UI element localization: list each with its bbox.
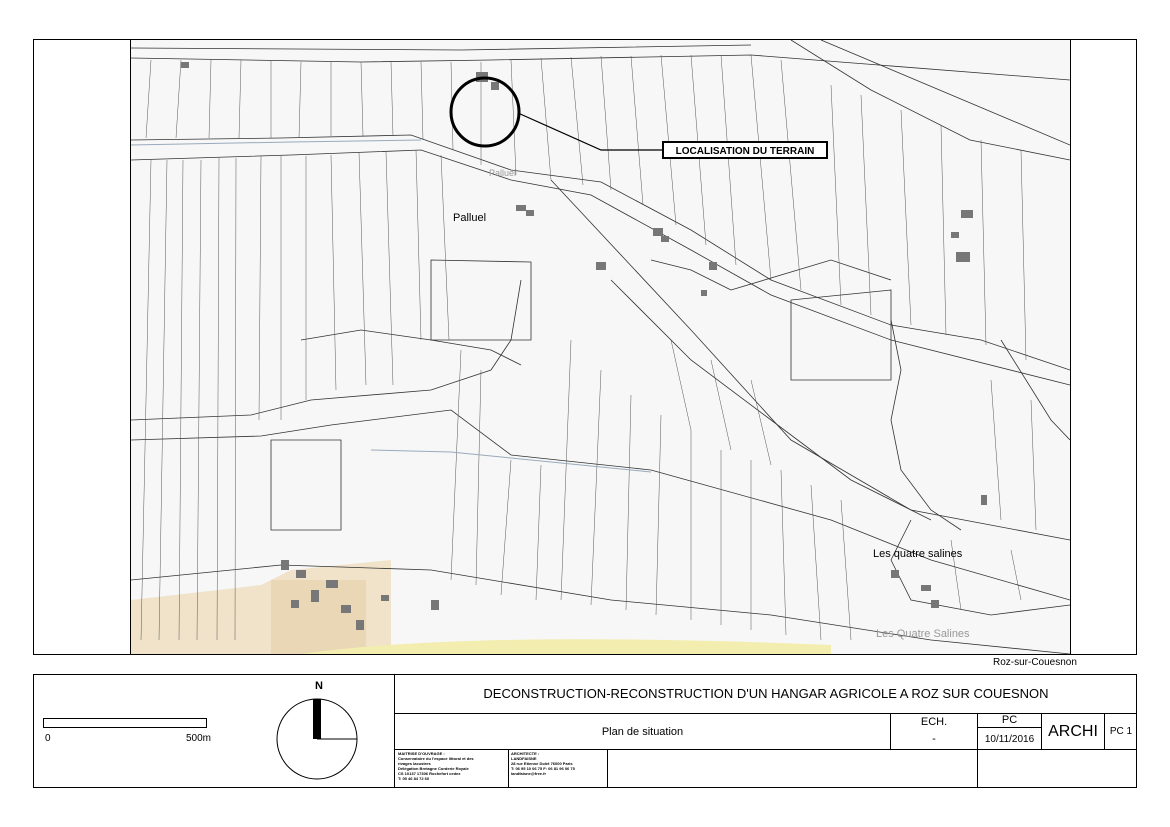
map-drawing: [131, 40, 1070, 654]
place-label-quatre-salines: Les quatre salines: [873, 548, 963, 560]
pc-label: PC: [1001, 714, 1018, 726]
archi-label: ARCHI: [1048, 723, 1098, 740]
architect-line: 28 rue Etienne Dolet 76000 Paris: [511, 761, 573, 766]
scale-bar: [43, 718, 207, 728]
plan-name: Plan de situation: [601, 726, 684, 738]
owner-line: Délégation Bretagne Corderie Royale: [398, 766, 469, 771]
north-arrow-icon: [276, 698, 358, 780]
scale-value: -: [932, 733, 936, 745]
architect-line: LANDFAISNE: [511, 756, 537, 761]
title-block: [33, 674, 1137, 788]
owner-heading: MAITRISE D'OUVRAGE :: [398, 751, 445, 756]
sheet-reference: PC 1: [1109, 726, 1133, 737]
scale-end-label: 500m: [186, 733, 212, 744]
owner-line: T: 05 46 84 72 60: [398, 776, 430, 781]
north-label: N: [315, 680, 323, 692]
project-title: DECONSTRUCTION-RECONSTRUCTION D'UN HANGAR AGRICOLE A ROZ SUR COUESNON: [483, 686, 1049, 701]
architect-heading: ARCHITECTE :: [511, 751, 540, 756]
owner-block: [398, 751, 506, 781]
place-label-quatre-salines-faded: Les Quatre Salines: [876, 628, 970, 640]
scale-heading: ECH.: [920, 716, 948, 728]
owner-line: Conservatoire du l'espace littoral et des: [398, 756, 474, 761]
architect-block: [511, 751, 605, 776]
place-label-palluel-faded: Palluel: [489, 168, 517, 178]
scale-start-label: 0: [45, 733, 51, 744]
date-value: 10/11/2016: [984, 734, 1035, 745]
owner-line: rivages lacustres: [398, 761, 431, 766]
architect-line: landfaisne@free.fr: [511, 771, 547, 776]
commune-label: Roz-sur-Couesnon: [993, 657, 1077, 668]
place-label-palluel: Palluel: [453, 212, 487, 224]
owner-line: CS 10137 17306 Rochefort cedex: [398, 771, 461, 776]
architect-line: T: 06 95 10 06 75 F: 06 81 96 06 75: [511, 766, 575, 771]
cadastral-map: [130, 40, 1071, 654]
location-label-box: LOCALISATION DU TERRAIN: [662, 141, 828, 159]
